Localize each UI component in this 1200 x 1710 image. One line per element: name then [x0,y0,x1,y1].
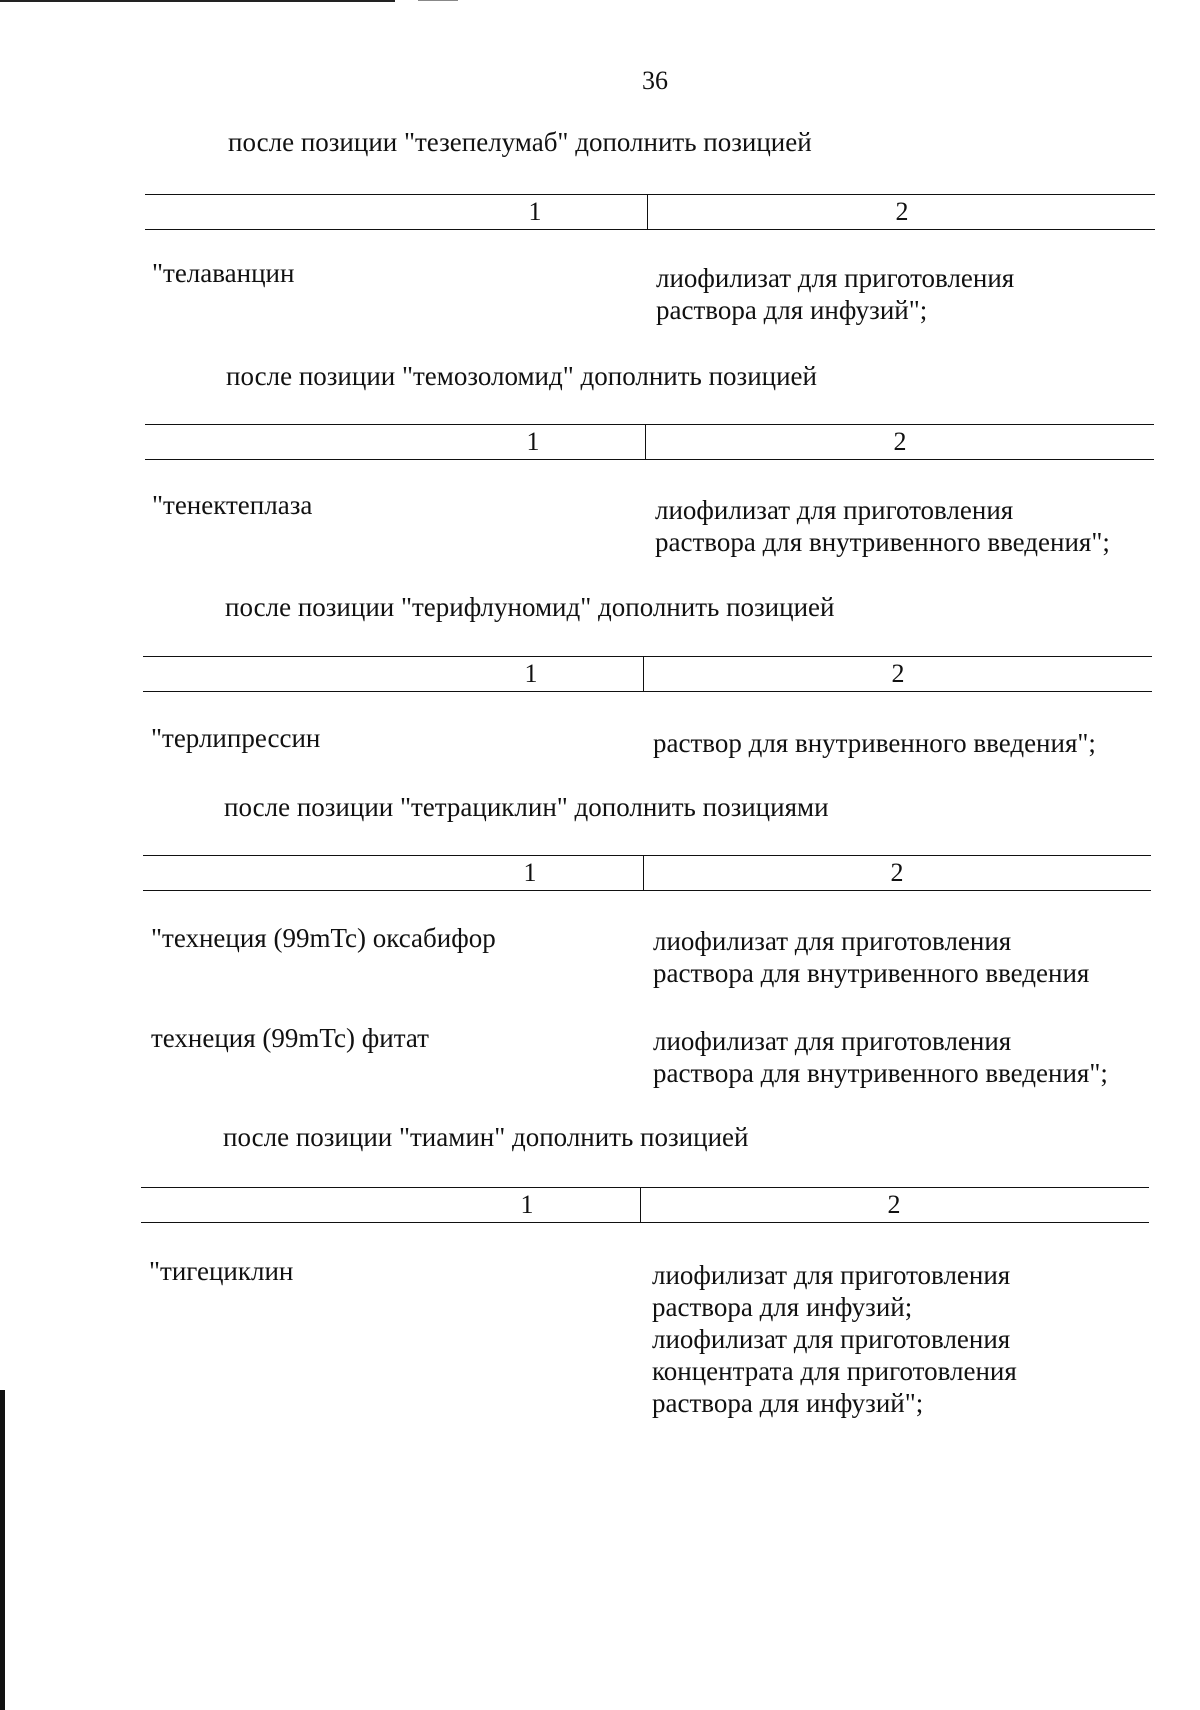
section-intro: после позиции "темозоломид" дополнить позицией [226,361,817,391]
dosage-form [653,1025,1108,1089]
dosage-form-line: лиофилизат для приготовления [652,1324,1011,1354]
column-divider [645,425,646,459]
column-1-number: 1 [524,659,538,688]
column-2-number: 2 [893,427,907,456]
table-header [141,1187,1149,1223]
dosage-form-line: раствора для внутривенного введения [653,958,1090,988]
section-intro: после позиции "тиамин" дополнить позицией [223,1122,749,1152]
table-header [145,424,1154,460]
column-divider [643,856,644,890]
column-1-number: 1 [520,1190,534,1219]
column-2-number: 2 [891,659,905,688]
dosage-form [653,727,1096,759]
dosage-form [655,494,1110,558]
dosage-form-line: лиофилизат для приготовления [656,263,1015,293]
section-intro: после позиции "тетрациклин" дополнить позициями [224,792,829,822]
dosage-form-line: лиофилизат для приготовления [653,926,1012,956]
page-number: 36 [642,66,668,95]
dosage-form [652,1259,1017,1419]
dosage-form [656,262,1014,326]
dosage-form-line: раствора для инфузий; [652,1292,913,1322]
dosage-form-line: лиофилизат для приготовления [652,1260,1011,1290]
dosage-form-line: концентрата для приготовления [652,1356,1017,1386]
table-header [143,656,1152,692]
drug-name: "тигециклин [149,1256,294,1286]
dosage-form-line: лиофилизат для приготовления [655,495,1014,525]
dosage-form-line: раствора для внутривенного введения"; [655,527,1110,557]
drug-name: технеция (99mTc) фитат [151,1023,429,1053]
table-header [143,855,1151,891]
column-1-number: 1 [523,858,537,887]
column-2-number: 2 [887,1190,901,1219]
column-divider [647,195,648,229]
column-1-number: 1 [526,427,540,456]
dosage-form-line: раствора для инфузий"; [652,1388,924,1418]
scan-top-mark [418,0,458,1]
column-2-number: 2 [895,197,909,226]
scan-top-border [0,0,395,2]
drug-name: "терлипрессин [151,723,321,753]
dosage-form-line: раствор для внутривенного введения"; [653,728,1096,758]
drug-name: "телаванцин [152,258,295,288]
column-2-number: 2 [890,858,904,887]
column-1-number: 1 [528,197,542,226]
dosage-form-line: раствора для внутривенного введения"; [653,1058,1108,1088]
column-divider [643,657,644,691]
section-intro: после позиции "тезепелумаб" дополнить позицией [228,127,812,157]
column-divider [640,1188,641,1222]
dosage-form [653,925,1089,989]
drug-name: "технеция (99mTc) оксабифор [151,923,496,953]
scan-left-edge [0,1390,5,1710]
table-header [145,194,1155,230]
dosage-form-line: раствора для инфузий"; [656,295,928,325]
section-intro: после позиции "терифлуномид" дополнить позицией [225,592,835,622]
drug-name: "тенектеплаза [152,490,313,520]
dosage-form-line: лиофилизат для приготовления [653,1026,1012,1056]
